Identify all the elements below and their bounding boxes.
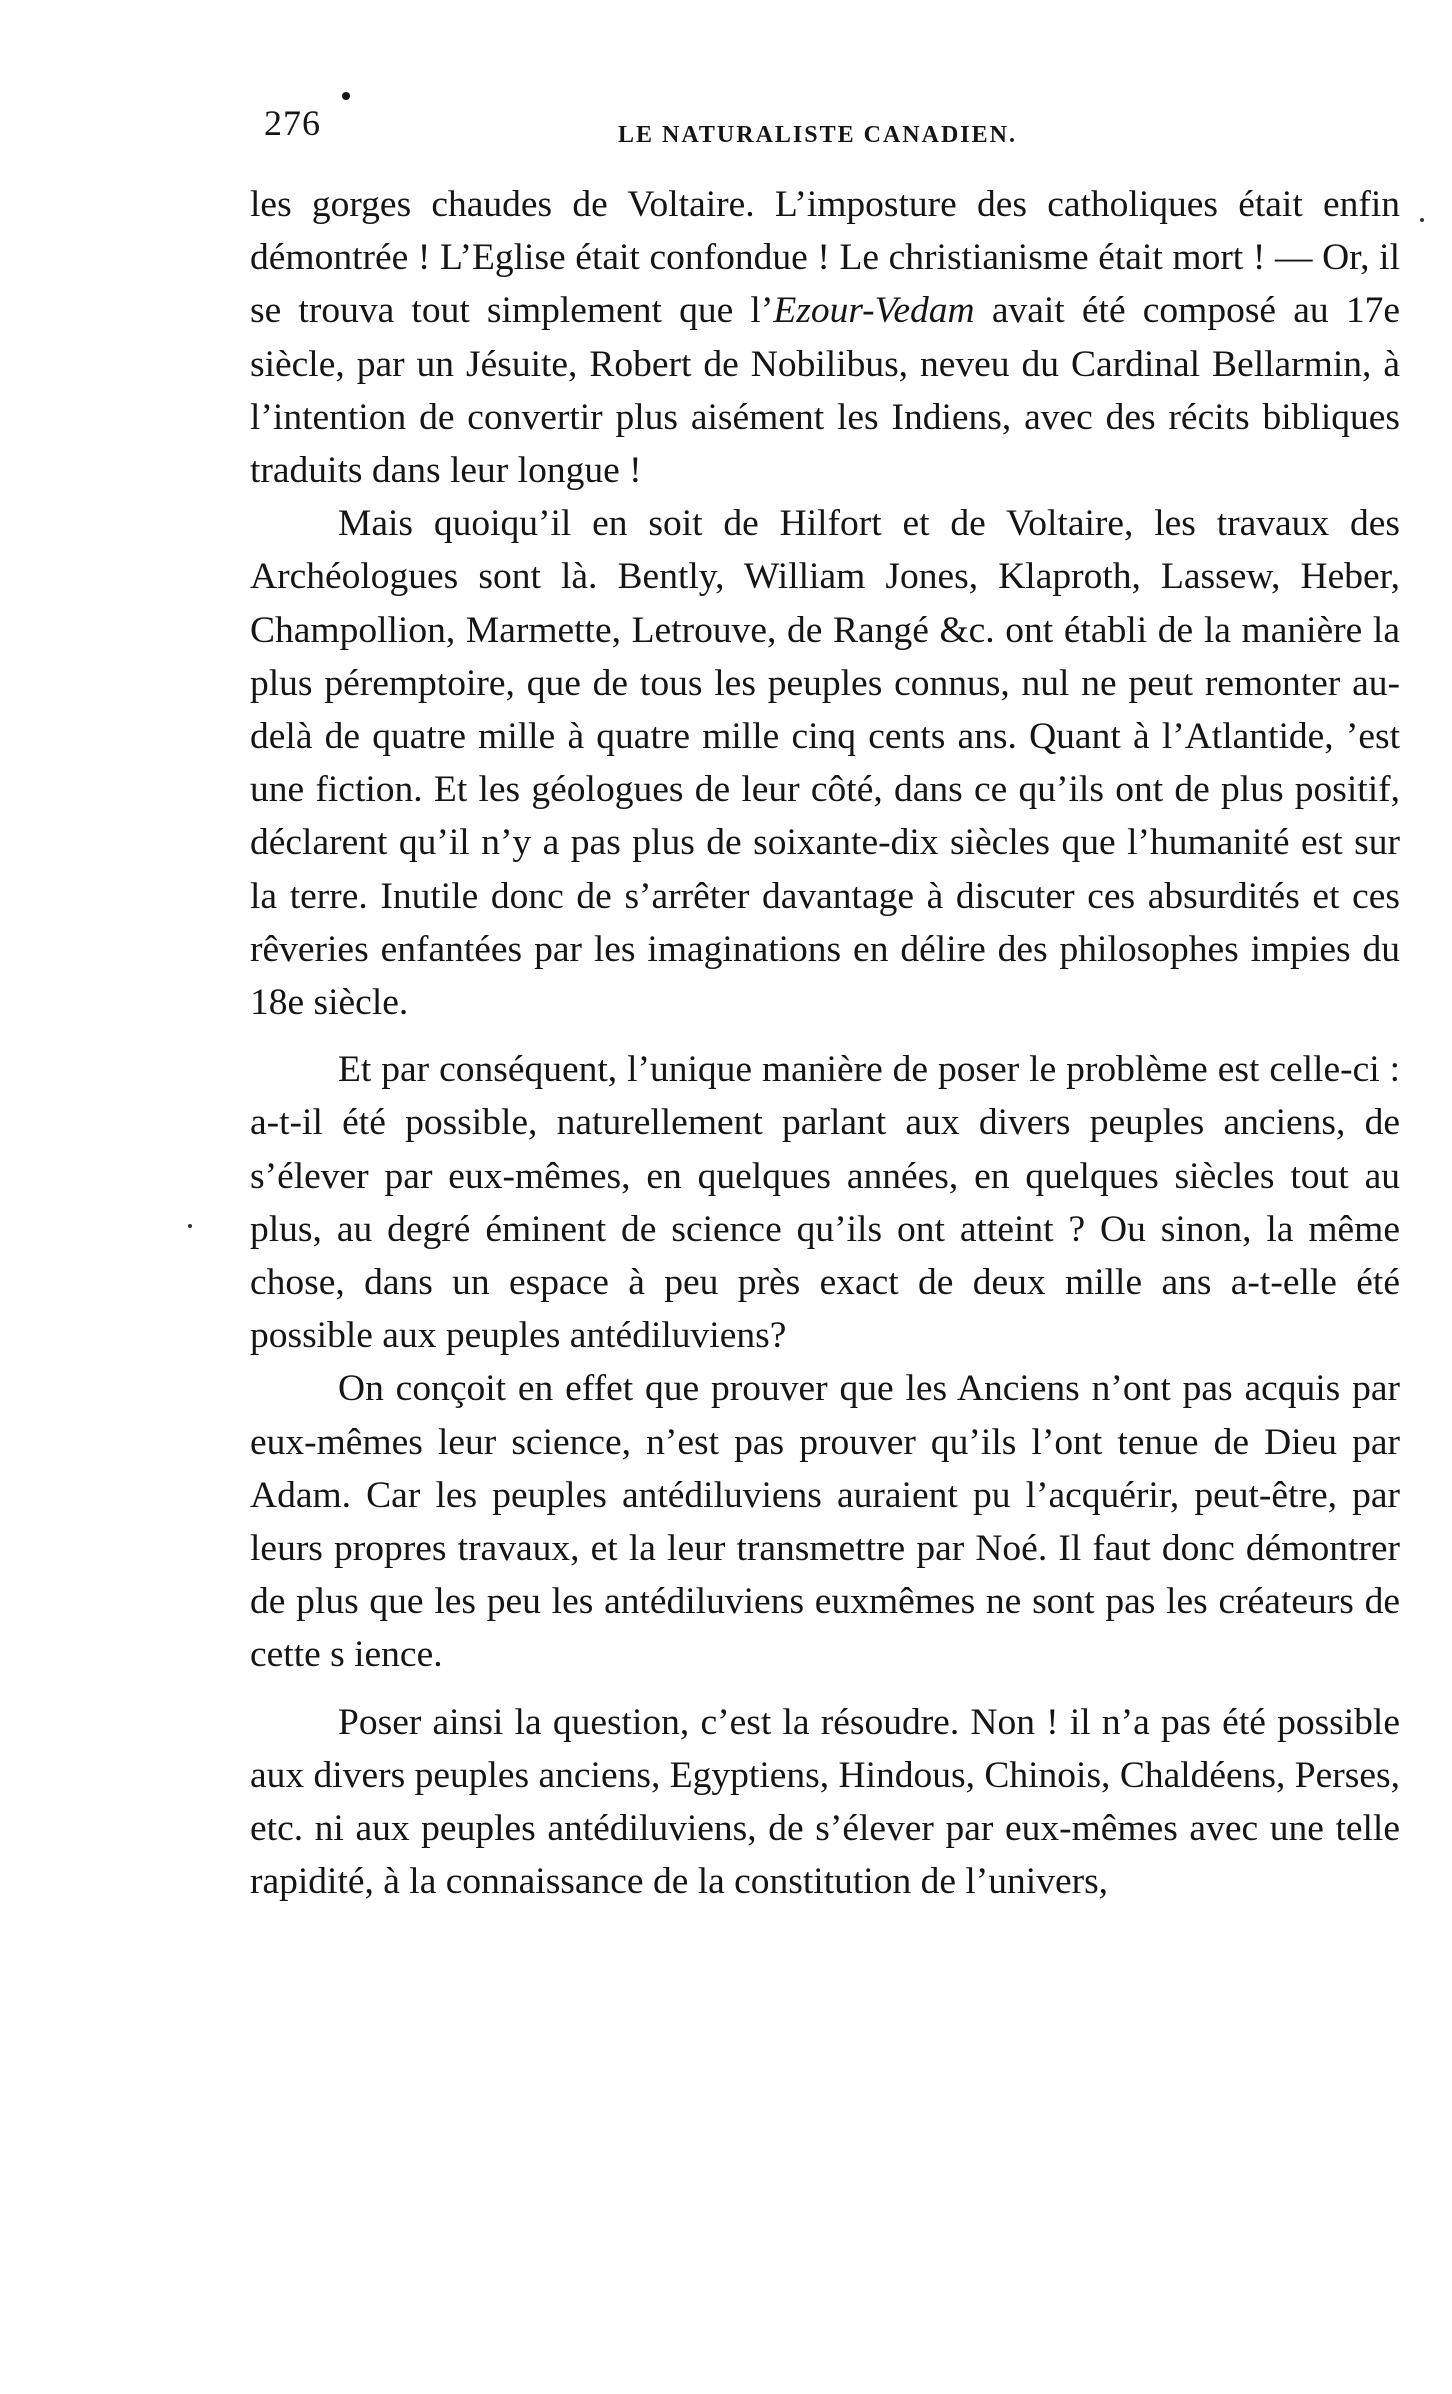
paragraph-4: On conçoit en effet que prouver que les Anciens n’ont pas acquis par eux-mêmes leur science, n’est pas prouver qu’ils l’ont tenue de Dieu par Adam. Car les peuples antédiluviens auraient pu l’acquérir, peut-être, par leurs propres travaux, et la leur transmettre par Noé. Il faut donc démontrer de plus que les peu les antédiluviens euxmêmes ne sont pas les créateurs de cette s ience. <box>250 1368 1400 1676</box>
paragraph-2: Mais quoiqu’il en soit de Hilfort et de Voltaire, les travaux des Archéologues sont là. Bently, William Jones, Klaproth, Lassew, Heber, Champollion, Marmette, Letrouve, de Rangé &c. ont établi de la manière la plus péremptoire, que de tous les peuples connus, nul ne peut remonter au-delà de quatre mille à quatre mille cinq cents ans. Quant à l’Atlantide, ’est une fiction. Et les géologues de leur côté, dans ce qu’ils ont de plus positif, déclarent qu’il n’y a pas plus de soixante-dix siècles que l’humanité est sur la terre. Inutile donc de s’arrêter davantage à discuter ces absurdités et ces rêveries enfantées par les imaginations en délire des philosophes impies du 18e siècle. <box>250 503 1400 1024</box>
margin-speck <box>188 1224 192 1228</box>
body-text <box>250 178 1400 1909</box>
paragraph-3: Et par conséquent, l’unique manière de poser le problème est celle-ci : a-t-il été possible, naturellement parlant aux divers peuples anciens, de s’élever par eux-mêmes, en quelques années, en quelques siècles tout au plus, au degré éminent de science qu’ils ont atteint ? Ou sinon, la même chose, dans un espace à peu près exact de deux mille ans a-t-elle été possible aux peuples antédiluviens? <box>250 1049 1400 1357</box>
page-number: 276 <box>264 103 321 143</box>
paragraph-1-text-end: avait été composé au 17e siècle, par un Jésuite, Robert de Nobilibus, neveu du Cardinal Bellarmin, à l’intention de convertir plus aisément les Indiens, avec des récits bibliques traduits dans leur longue ! <box>250 290 1400 492</box>
paragraph-1 <box>250 178 1400 497</box>
page-header <box>262 92 1392 152</box>
paragraph-1-text-start: les gorges chaudes de Voltaire. L’imposture des catholiques était enfin démontrée ! L’Eglise était confondue ! Le christianisme était mort ! — Or, il se trouva tout simplement que l’ <box>250 184 1400 332</box>
paragraph-1-italic-title: Ezour-Vedam <box>773 290 975 332</box>
running-title: LE NATURALISTE CANADIEN. <box>618 122 1017 148</box>
ink-dot <box>342 92 350 100</box>
paragraph-5: Poser ainsi la question, c’est la résoudre. Non ! il n’a pas été possible aux divers peuples anciens, Egyptiens, Hindous, Chinois, Chaldéens, Perses, etc. ni aux peuples antédiluviens, de s’élever par eux-mêmes avec une telle rapidité, à la connaissance de la constitution de l’univers, <box>250 1701 1400 1903</box>
margin-speck <box>1420 218 1424 222</box>
